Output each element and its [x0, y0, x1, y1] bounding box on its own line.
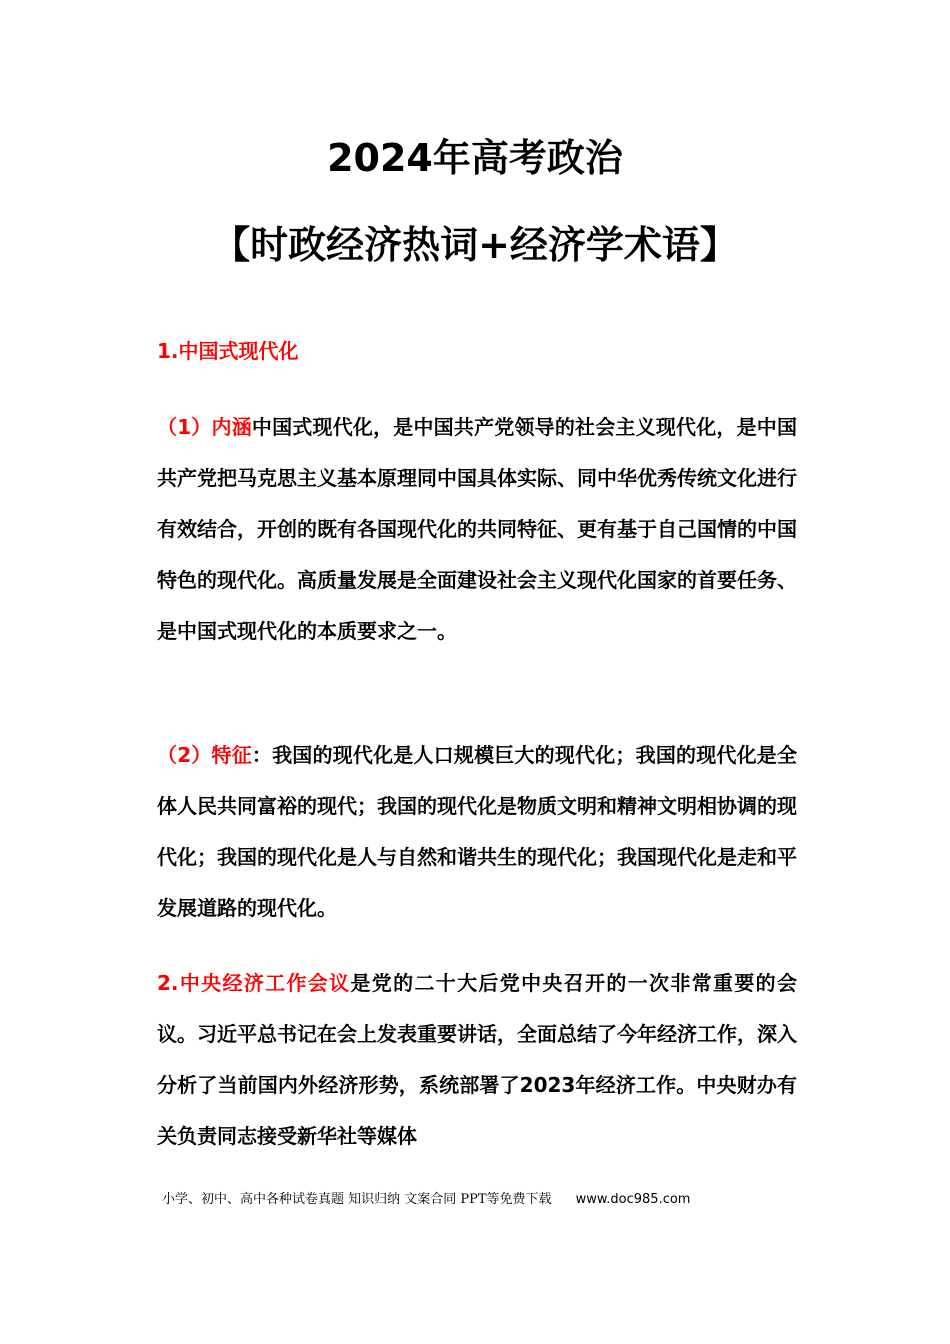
footer-text: 小学、初中、高中各种试卷真题 知识归纳 文案合同 PPT等免费下载	[162, 1192, 552, 1207]
section-heading-1: 1.中国式现代化	[157, 339, 299, 363]
page-subtitle	[0, 220, 950, 270]
page-title	[0, 133, 950, 183]
section-text-2: 是党的二十大后党中央召开的一次非常重要的会议。习近平总书记在会上发表重要讲话，全面总结了今年经济工作，深入分析了当前国内外经济形势，系统部署了2023年经济工作。中央财办有关负责同志接受新华社等媒体	[157, 971, 798, 1148]
page-title-line2: 【时政经济热词+经济学术语】	[212, 223, 738, 267]
page-title-line1: 2024年高考政治	[327, 136, 623, 180]
section-heading-2: 2.中央经济工作会议	[157, 971, 351, 995]
paragraph-features	[157, 730, 797, 934]
item-text-features: ：我国的现代化是人口规模巨大的现代化；我国的现代化是全体人民共同富裕的现代；我国的现代化是物质文明和精神文明相协调的现代化；我国的现代化是人与自然和谐共生的现代化；我国现代化是走和平发展道路的现代化。	[157, 743, 798, 920]
item-text-connotation: 中国式现代化，是中国共产党领导的社会主义现代化，是中国共产党把马克思主义基本原理同中国具体实际、同中华优秀传统文化进行有效结合，开创的既有各国现代化的共同特征、更有基于自己国情的中国特色的现代化。高质量发展是全面建设社会主义现代化国家的首要任务、是中国式现代化的本质要求之一。	[157, 415, 798, 643]
paragraph-economic-conference	[157, 958, 797, 1162]
item-label-features: （2）特征	[157, 743, 252, 767]
page-footer	[162, 1190, 690, 1210]
item-label-connotation: （1）内涵	[157, 415, 252, 439]
footer-url: www.doc985.com	[575, 1192, 691, 1207]
paragraph-connotation	[157, 402, 797, 657]
